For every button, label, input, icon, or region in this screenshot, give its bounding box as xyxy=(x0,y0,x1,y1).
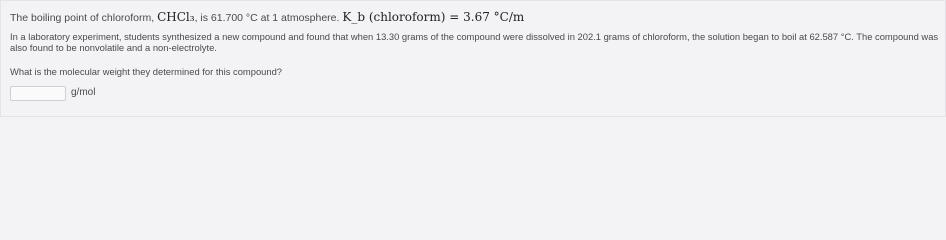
question-prompt: What is the molecular weight they determined for this compound? xyxy=(10,66,283,77)
question-panel xyxy=(0,0,946,117)
problem-intro-line xyxy=(10,9,524,26)
kb-constant: K_b (chloroform) = 3.67 °C/m xyxy=(342,10,525,24)
experiment-description: In a laboratory experiment, students synthesized a new compound and found that when 13.30 grams of the compound were dissolved in 202.1 grams of chloroform, the solution began to boil at 62.587 °C. The compound was also found to be nonvolatile and a non-electrolyte. xyxy=(10,31,939,53)
chloroform-formula: CHCl₃ xyxy=(157,10,195,24)
intro-text-prefix: The boiling point of chloroform, xyxy=(10,12,158,24)
molecular-weight-input[interactable] xyxy=(10,86,66,101)
answer-row xyxy=(10,84,95,102)
answer-unit-label: g/mol xyxy=(71,87,96,98)
intro-text-suffix: , is 61.700 °C at 1 atmosphere. xyxy=(194,12,340,24)
